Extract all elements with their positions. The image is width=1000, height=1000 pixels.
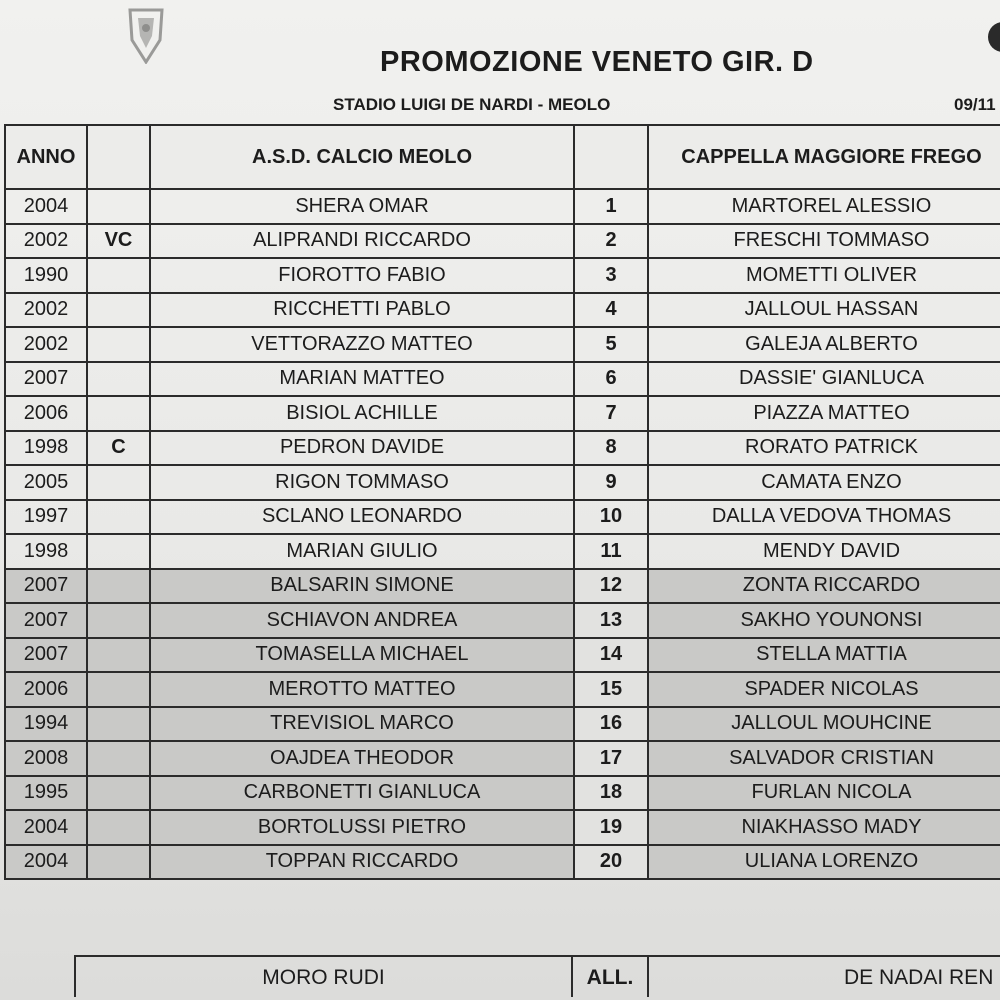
table-row — [5, 845, 1000, 880]
row-role — [87, 465, 150, 500]
table-row — [5, 707, 1000, 742]
table-row — [5, 189, 1000, 224]
row-away-player: NIAKHASSO MADY — [648, 810, 1000, 845]
row-year: 2006 — [5, 396, 87, 431]
row-year: 2004 — [5, 810, 87, 845]
row-number: 9 — [574, 465, 648, 500]
home-coach: MORO RUDI — [74, 955, 573, 997]
row-role — [87, 741, 150, 776]
circle-mark-icon — [988, 22, 1000, 52]
row-away-player: ZONTA RICCARDO — [648, 569, 1000, 604]
row-year: 1998 — [5, 534, 87, 569]
table-row — [5, 258, 1000, 293]
row-away-player: MENDY DAVID — [648, 534, 1000, 569]
row-away-player: SPADER NICOLAS — [648, 672, 1000, 707]
table-header-row — [5, 125, 1000, 189]
match-date: 09/11 — [954, 95, 996, 114]
row-home-player: MARIAN MATTEO — [150, 362, 574, 397]
row-away-player: DASSIE' GIANLUCA — [648, 362, 1000, 397]
row-role — [87, 189, 150, 224]
row-role — [87, 707, 150, 742]
row-number: 13 — [574, 603, 648, 638]
table-row — [5, 431, 1000, 466]
row-number: 4 — [574, 293, 648, 328]
row-away-player: PIAZZA MATTEO — [648, 396, 1000, 431]
row-home-player: MARIAN GIULIO — [150, 534, 574, 569]
row-away-player: MARTOREL ALESSIO — [648, 189, 1000, 224]
row-year: 2007 — [5, 638, 87, 673]
row-year: 1990 — [5, 258, 87, 293]
table-row — [5, 776, 1000, 811]
coach-label: ALL. — [571, 955, 649, 997]
row-role — [87, 500, 150, 535]
page-title: PROMOZIONE VENETO GIR. D — [380, 46, 814, 78]
row-away-player: DALLA VEDOVA THOMAS — [648, 500, 1000, 535]
row-home-player: ALIPRANDI RICCARDO — [150, 224, 574, 259]
row-role — [87, 845, 150, 880]
row-away-player: ULIANA LORENZO — [648, 845, 1000, 880]
roster-table — [4, 124, 1000, 880]
row-number: 8 — [574, 431, 648, 466]
table-row — [5, 741, 1000, 776]
row-away-player: SAKHO YOUNONSI — [648, 603, 1000, 638]
table-row — [5, 224, 1000, 259]
row-role — [87, 776, 150, 811]
row-number: 12 — [574, 569, 648, 604]
header-home-team: A.S.D. CALCIO MEOLO — [150, 125, 574, 189]
row-year: 2002 — [5, 293, 87, 328]
table-row — [5, 362, 1000, 397]
row-year: 2004 — [5, 189, 87, 224]
row-home-player: TREVISIOL MARCO — [150, 707, 574, 742]
table-row — [5, 569, 1000, 604]
row-home-player: MEROTTO MATTEO — [150, 672, 574, 707]
row-year: 1994 — [5, 707, 87, 742]
row-away-player: STELLA MATTIA — [648, 638, 1000, 673]
header-number — [574, 125, 648, 189]
row-away-player: FRESCHI TOMMASO — [648, 224, 1000, 259]
header-away-team: CAPPELLA MAGGIORE FREGO — [648, 125, 1000, 189]
row-role — [87, 534, 150, 569]
row-year: 2007 — [5, 362, 87, 397]
row-number: 17 — [574, 741, 648, 776]
row-number: 7 — [574, 396, 648, 431]
row-home-player: BORTOLUSSI PIETRO — [150, 810, 574, 845]
row-year: 2005 — [5, 465, 87, 500]
away-coach: DE NADAI REN — [647, 955, 1000, 995]
row-year: 2006 — [5, 672, 87, 707]
table-row — [5, 396, 1000, 431]
shield-crest-icon — [126, 6, 166, 64]
row-role: VC — [87, 224, 150, 259]
table-row — [5, 500, 1000, 535]
row-home-player: FIOROTTO FABIO — [150, 258, 574, 293]
row-away-player: SALVADOR CRISTIAN — [648, 741, 1000, 776]
row-away-player: RORATO PATRICK — [648, 431, 1000, 466]
row-year: 1995 — [5, 776, 87, 811]
table-row — [5, 534, 1000, 569]
row-number: 15 — [574, 672, 648, 707]
row-role — [87, 258, 150, 293]
row-number: 16 — [574, 707, 648, 742]
row-number: 1 — [574, 189, 648, 224]
row-away-player: CAMATA ENZO — [648, 465, 1000, 500]
table-row — [5, 603, 1000, 638]
row-home-player: CARBONETTI GIANLUCA — [150, 776, 574, 811]
table-row — [5, 465, 1000, 500]
roster-body — [5, 189, 1000, 879]
row-home-player: SCLANO LEONARDO — [150, 500, 574, 535]
row-number: 2 — [574, 224, 648, 259]
row-year: 1997 — [5, 500, 87, 535]
row-home-player: TOMASELLA MICHAEL — [150, 638, 574, 673]
row-home-player: SCHIAVON ANDREA — [150, 603, 574, 638]
row-year: 1998 — [5, 431, 87, 466]
row-role — [87, 638, 150, 673]
row-role — [87, 362, 150, 397]
row-home-player: PEDRON DAVIDE — [150, 431, 574, 466]
row-year: 2002 — [5, 327, 87, 362]
row-number: 11 — [574, 534, 648, 569]
row-number: 3 — [574, 258, 648, 293]
row-home-player: VETTORAZZO MATTEO — [150, 327, 574, 362]
row-year: 2007 — [5, 603, 87, 638]
row-away-player: JALLOUL HASSAN — [648, 293, 1000, 328]
row-number: 10 — [574, 500, 648, 535]
table-row — [5, 638, 1000, 673]
row-year: 2004 — [5, 845, 87, 880]
table-row — [5, 810, 1000, 845]
table-row — [5, 672, 1000, 707]
row-home-player: TOPPAN RICCARDO — [150, 845, 574, 880]
row-home-player: BISIOL ACHILLE — [150, 396, 574, 431]
row-year: 2008 — [5, 741, 87, 776]
row-role — [87, 810, 150, 845]
coaches-row — [0, 955, 1000, 1000]
row-home-player: RICCHETTI PABLO — [150, 293, 574, 328]
row-role — [87, 327, 150, 362]
row-home-player: RIGON TOMMASO — [150, 465, 574, 500]
row-role — [87, 603, 150, 638]
row-role — [87, 396, 150, 431]
row-number: 5 — [574, 327, 648, 362]
row-number: 19 — [574, 810, 648, 845]
table-row — [5, 327, 1000, 362]
header-year: ANNO — [5, 125, 87, 189]
row-role: C — [87, 431, 150, 466]
row-year: 2007 — [5, 569, 87, 604]
row-year: 2002 — [5, 224, 87, 259]
row-away-player: FURLAN NICOLA — [648, 776, 1000, 811]
row-number: 18 — [574, 776, 648, 811]
row-role — [87, 569, 150, 604]
row-home-player: BALSARIN SIMONE — [150, 569, 574, 604]
row-number: 14 — [574, 638, 648, 673]
row-number: 6 — [574, 362, 648, 397]
row-number: 20 — [574, 845, 648, 880]
row-away-player: MOMETTI OLIVER — [648, 258, 1000, 293]
row-home-player: SHERA OMAR — [150, 189, 574, 224]
row-role — [87, 672, 150, 707]
table-row — [5, 293, 1000, 328]
row-away-player: JALLOUL MOUHCINE — [648, 707, 1000, 742]
venue-label: STADIO LUIGI DE NARDI - MEOLO — [333, 95, 611, 114]
row-home-player: OAJDEA THEODOR — [150, 741, 574, 776]
header-role — [87, 125, 150, 189]
row-role — [87, 293, 150, 328]
row-away-player: GALEJA ALBERTO — [648, 327, 1000, 362]
